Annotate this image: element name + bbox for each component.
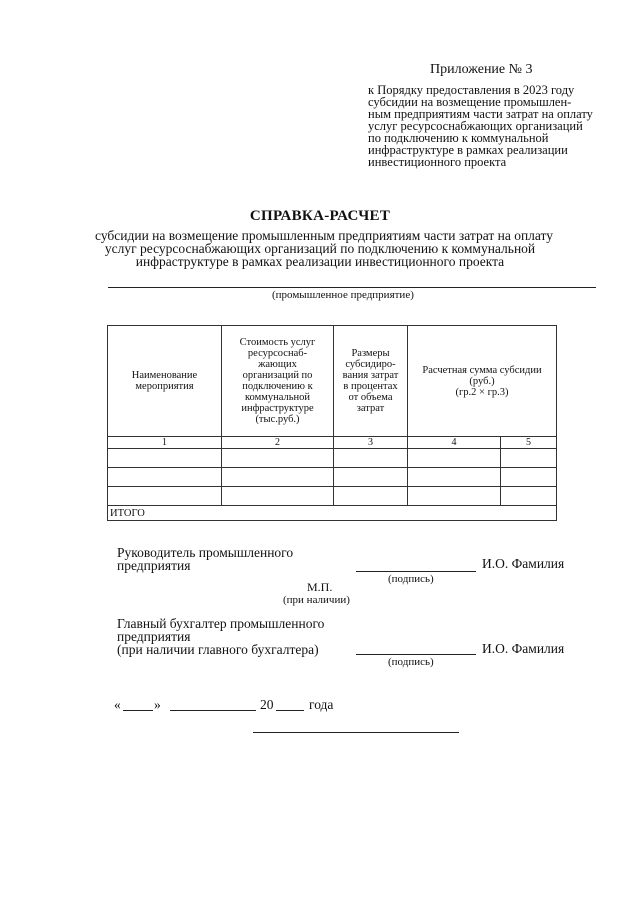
header-cell-name: Наименование мероприятия — [108, 326, 222, 437]
head-signature-line — [356, 571, 476, 572]
header-cell-subsidy: Расчетная сумма субсидии (руб.) (гр.2 × гр.3) — [408, 326, 557, 437]
table-cell[interactable] — [222, 449, 334, 468]
subtitle-line: субсидии на возмещение промышленным предприятиям части затрат на оплату — [95, 228, 554, 243]
column-number: 4 — [408, 437, 501, 449]
appendix-line: по подключению к коммунальной — [368, 131, 549, 145]
date-day-blank[interactable] — [123, 710, 153, 711]
table-cell[interactable] — [501, 449, 557, 468]
date-close-quote: » — [154, 697, 161, 712]
column-number: 1 — [108, 437, 222, 449]
table-cell[interactable] — [108, 449, 222, 468]
column-number: 3 — [334, 437, 408, 449]
header-cell-percent: Размеры субсидиро- вания затрат в процентах от объема затрат — [334, 326, 408, 437]
appendix-line: ным предприятиям части затрат на оплату — [368, 107, 593, 121]
column-number: 2 — [222, 437, 334, 449]
accountant-name: И.О. Фамилия — [482, 641, 565, 656]
accountant-signature-caption: (подпись) — [388, 656, 434, 668]
document-subtitle — [95, 228, 554, 269]
table-cell[interactable] — [334, 468, 408, 487]
date-year-blank[interactable] — [276, 710, 304, 711]
table-cell[interactable] — [334, 487, 408, 506]
table-cell[interactable] — [501, 468, 557, 487]
date-month-blank[interactable] — [170, 710, 256, 711]
head-label: Руководитель промышленного предприятия — [117, 545, 294, 573]
subtitle-line: инфраструктуре в рамках реализации инвестиционного проекта — [135, 254, 505, 269]
table-cell[interactable] — [501, 487, 557, 506]
appendix-line: инфраструктуре в рамках реализации — [368, 143, 568, 157]
table-cell[interactable] — [408, 449, 501, 468]
date-year-word: года — [309, 697, 334, 712]
table-row — [108, 468, 557, 487]
appendix-title: Приложение № 3 — [430, 62, 533, 77]
document-title: СПРАВКА-РАСЧЕТ — [249, 208, 391, 224]
table-cell[interactable] — [108, 487, 222, 506]
table-cell[interactable] — [222, 487, 334, 506]
appendix-body — [368, 84, 618, 168]
accountant-signature-line — [356, 654, 476, 655]
calculation-table — [107, 325, 557, 521]
appendix-line: услуг ресурсоснабжающих организаций — [368, 119, 583, 133]
bottom-line — [253, 732, 459, 733]
head-name: И.О. Фамилия — [482, 556, 565, 571]
total-row — [108, 506, 557, 521]
table-row — [108, 487, 557, 506]
date-open-quote: « — [114, 697, 121, 712]
table-row — [108, 449, 557, 468]
stamp-note: (при наличии) — [283, 594, 350, 606]
subtitle-line: услуг ресурсоснабжающих организаций по подключению к коммунальной — [104, 241, 536, 256]
table-cell[interactable] — [408, 487, 501, 506]
column-number: 5 — [501, 437, 557, 449]
accountant-label: Главный бухгалтер промышленного предприятия (при наличии главного бухгалтера) — [117, 616, 325, 657]
column-number-row — [108, 437, 557, 449]
date-century: 20 — [260, 697, 274, 712]
table-header-row — [108, 326, 557, 437]
table-cell[interactable] — [334, 449, 408, 468]
total-label: ИТОГО — [108, 506, 557, 521]
head-signature-caption: (подпись) — [388, 573, 434, 585]
header-cell-cost: Стоимость услуг ресурсоснаб- жающих организаций по подключению к коммунальной инфраструктуре (тыс.руб.) — [222, 326, 334, 437]
enterprise-caption: (промышленное предприятие) — [272, 289, 414, 301]
table-cell[interactable] — [222, 468, 334, 487]
enterprise-line — [108, 287, 596, 288]
table-cell[interactable] — [108, 468, 222, 487]
appendix-line: инвестиционного проекта — [368, 155, 507, 169]
table-cell[interactable] — [408, 468, 501, 487]
appendix-line: субсидии на возмещение промышлен- — [368, 95, 572, 109]
appendix-line: к Порядку предоставления в 2023 году — [368, 83, 575, 97]
stamp-label: М.П. — [307, 580, 333, 594]
